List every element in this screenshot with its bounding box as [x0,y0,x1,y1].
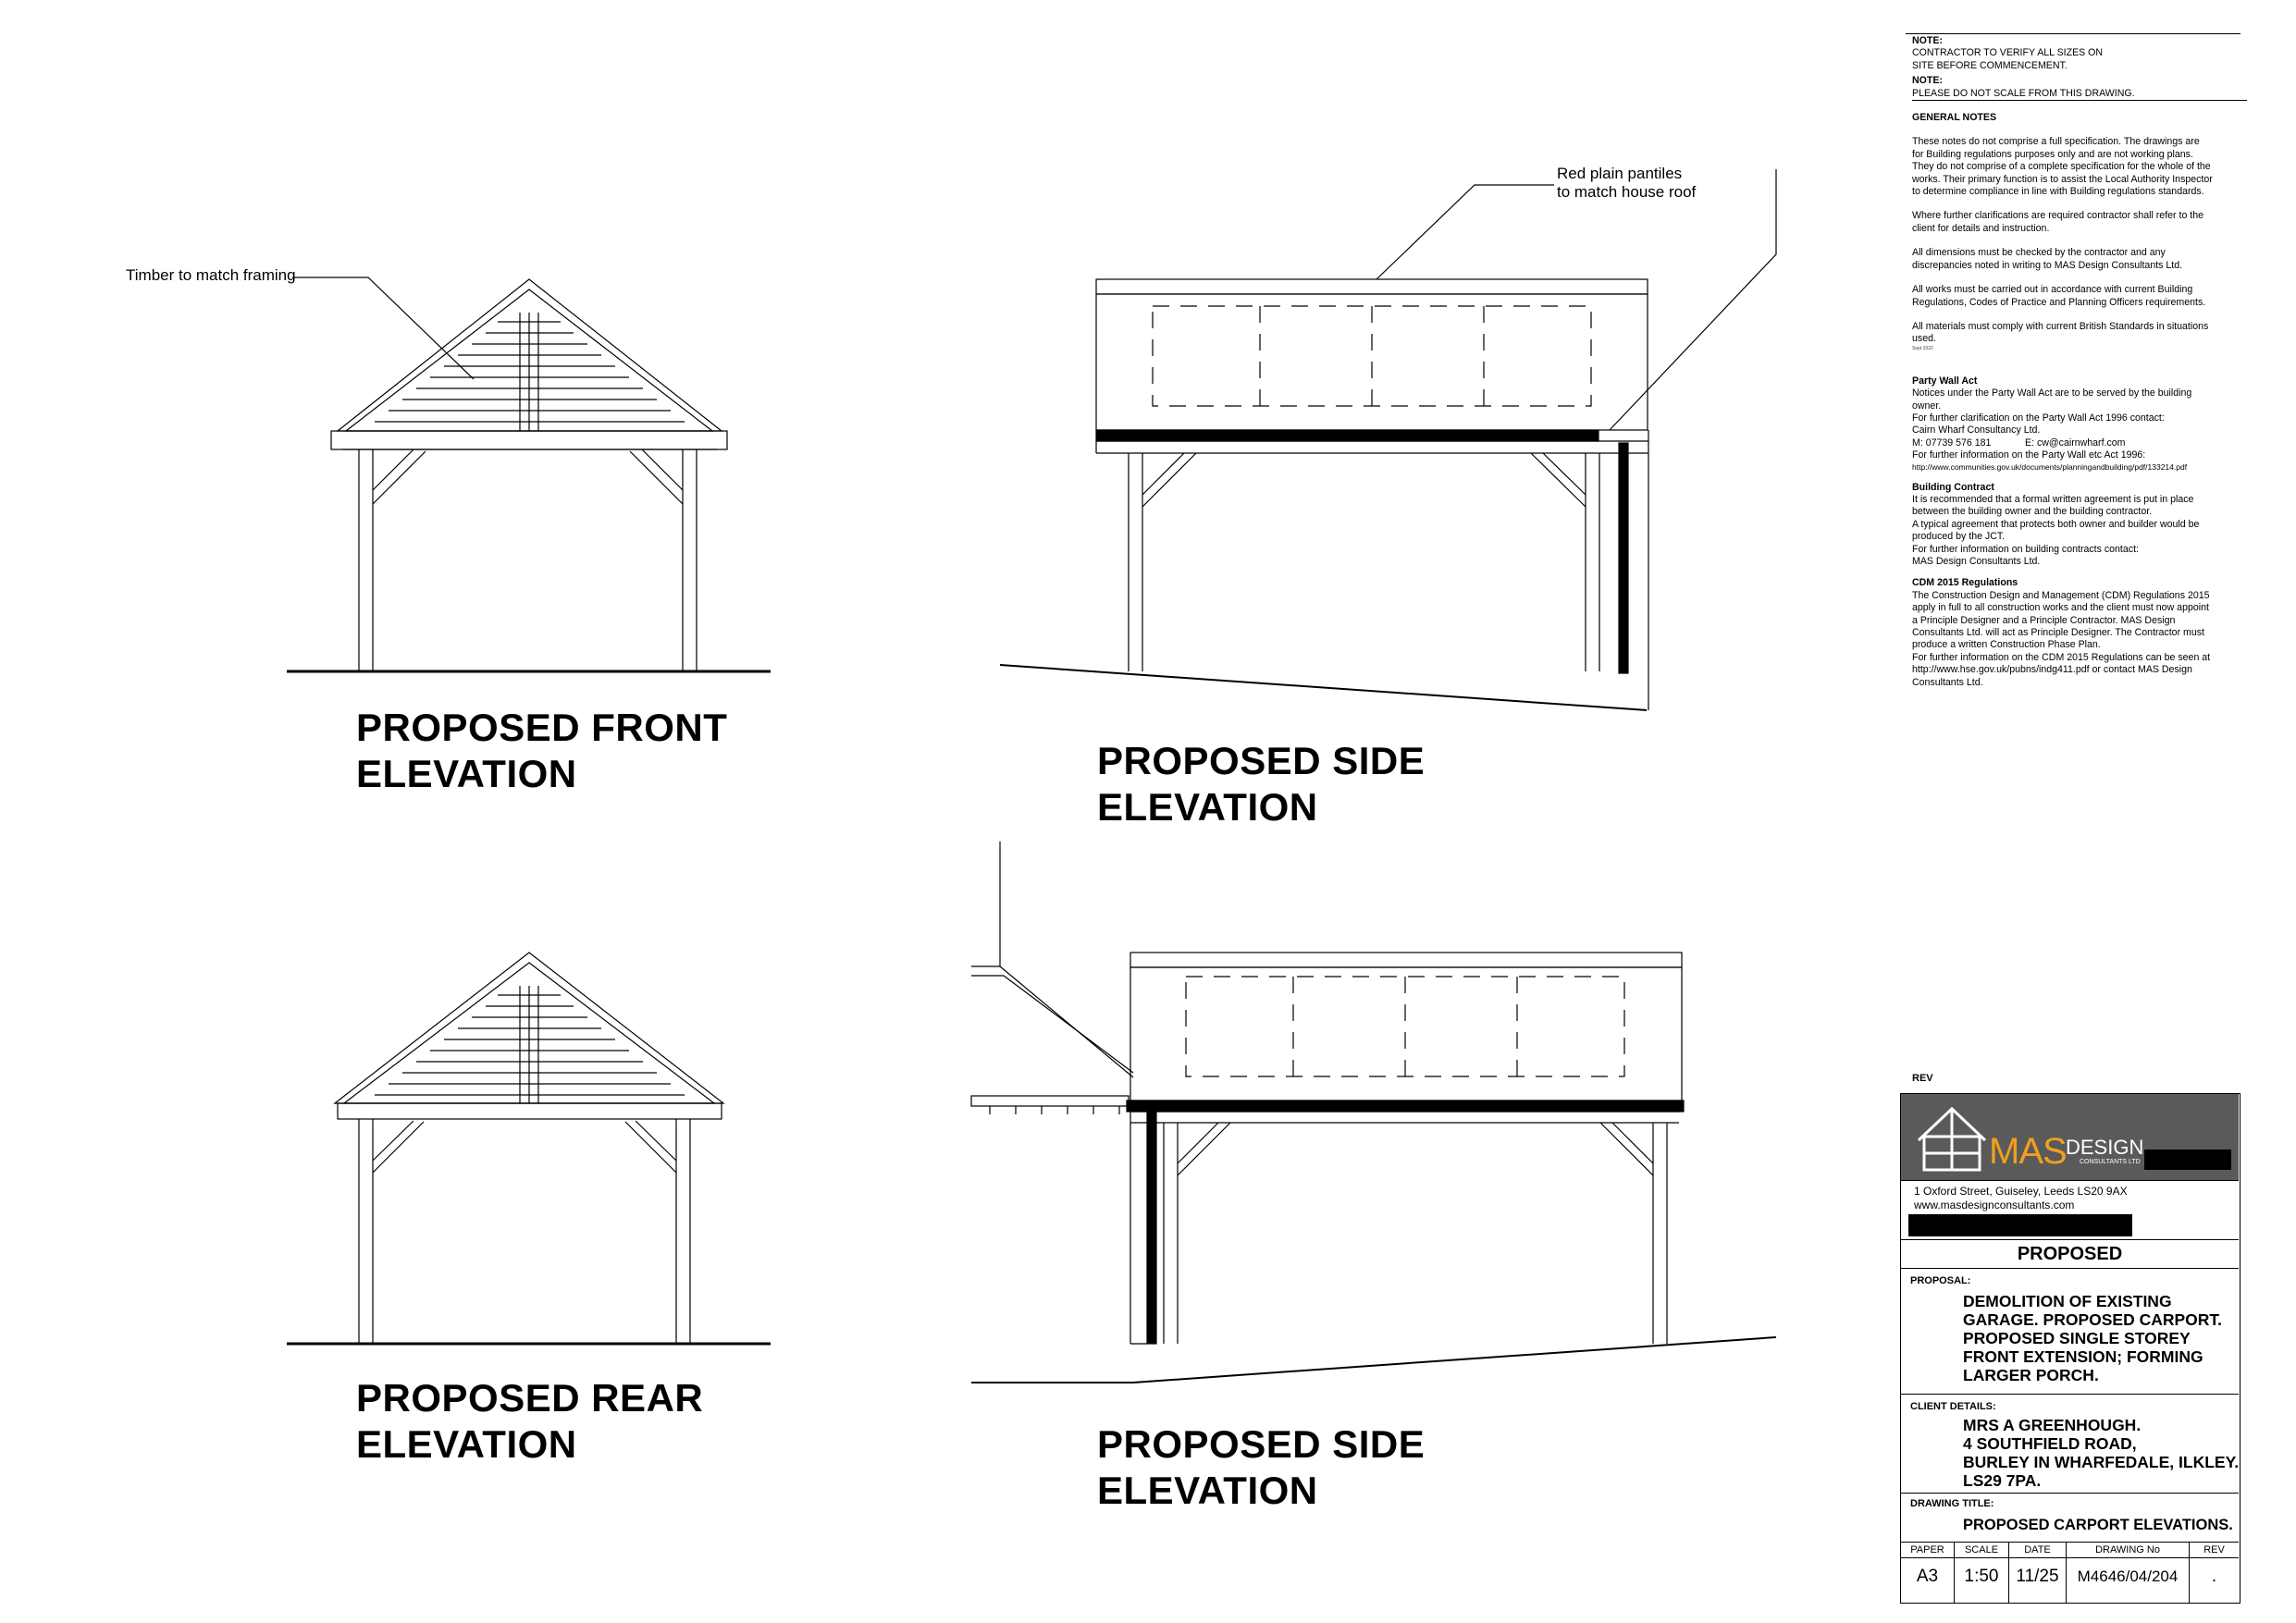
header-paper: PAPER [1901,1543,1954,1558]
client-line-2: 4 SOUTHFIELD ROAD, [1963,1434,2137,1453]
client-line-3: BURLEY IN WHARFEDALE, ILKLEY. [1963,1453,2240,1471]
cdm-line-7: http://www.hse.gov.uk/pubns/indg411.pdf or contact MAS Design [1912,664,2192,676]
general-p4 [1912,284,2254,309]
party-line-1: Notices under the Party Wall Act are to be served by the building [1912,387,2192,400]
general-p2 [1912,210,2254,235]
rear-title-line-1: PROPOSED REAR [356,1376,704,1420]
general-p5-l2: used. [1912,333,1936,345]
drawing-status: PROPOSED [2017,1244,2123,1264]
address-section [1901,1180,2239,1240]
value-rev: . [2211,1567,2217,1586]
note2-text: PLEASE DO NOT SCALE FROM THIS DRAWING. [1912,88,2247,101]
redaction-box-1 [2144,1150,2231,1170]
annotation-roof [1557,165,1696,202]
contract-line-6: MAS Design Consultants Ltd. [1912,556,2041,567]
cdm-line-1: The Construction Design and Management (CDM) Regulations 2015 [1912,589,2210,601]
contract-line-2: between the building owner and the building contractor. [1912,506,2153,518]
side-elevation-title-2 [1097,1421,1425,1514]
drawing-info-table [1901,1542,2239,1604]
general-p4-l2: Regulations, Codes of Practice and Planning Officers requirements. [1912,296,2206,308]
front-elevation-drawing [287,277,771,671]
title-block [1900,1093,2240,1604]
client-label: CLIENT DETAILS: [1910,1401,1996,1412]
col-rev [2190,1543,2239,1604]
drawing-title-label: DRAWING TITLE: [1910,1498,1994,1509]
logo-sub: CONSULTANTS LTD [2080,1159,2141,1165]
note1-line-1: CONTRACTOR TO VERIFY ALL SIZES ON [1912,47,2104,59]
front-title-line-2: ELEVATION [356,752,577,795]
company-logo [1901,1094,2239,1180]
party-wall-title: Party Wall Act [1912,375,1978,387]
general-p1-l2: for Building regulations purposes only and are not working plans. [1912,148,2193,160]
client-line-1: MRS A GREENHOUGH. [1963,1416,2142,1434]
contract-line-1: It is recommended that a formal written agreement is put in place [1912,493,2194,505]
client-section [1901,1394,2239,1494]
front-elevation-title [356,705,727,797]
party-line-4: Cairn Wharf Consultancy Ltd. [1912,424,2041,436]
cdm-line-8: Consultants Ltd. [1912,676,1983,688]
drawing-title: PROPOSED CARPORT ELEVATIONS. [1963,1517,2233,1533]
logo-design: DESIGN [2066,1136,2144,1159]
general-p5 [1912,321,2254,346]
rear-title-line-2: ELEVATION [356,1422,577,1466]
side-elevation-title-1 [1097,738,1425,830]
proposal-label: PROPOSAL: [1910,1275,1971,1286]
party-phone: M: 07739 576 181 [1912,436,1992,449]
proposal-line-5: LARGER PORCH. [1963,1366,2099,1384]
side1-title-line-1: PROPOSED SIDE [1097,739,1426,782]
note2-title: NOTE: [1912,75,1943,87]
status-section [1901,1239,2239,1269]
contract-line-4: produced by the JCT. [1912,531,2006,543]
cdm-line-4: Consultants Ltd. will act as Principle Designer. The Contractor must [1912,627,2204,639]
cdm-line-2: apply in full to all construction works and the client must now appoint [1912,602,2209,614]
value-date: 11/25 [2016,1567,2059,1586]
house-logo-icon [1915,1103,1989,1173]
party-line-2: owner. [1912,400,1942,412]
side2-title-line-1: PROPOSED SIDE [1097,1422,1426,1466]
general-p4-l1: All works must be carried out in accordance with current Building [1912,284,2193,296]
client-line-4: LS29 7PA. [1963,1471,2042,1490]
value-drawing-no: M4646/04/204 [2077,1568,2179,1585]
rear-elevation-drawing [287,953,771,1344]
header-rev: REV [2190,1543,2239,1558]
col-paper [1901,1543,1955,1604]
party-contact-row [1912,437,2254,449]
note1-line-2: SITE BEFORE COMMENCEMENT. [1912,59,2068,71]
annotation-timber: Timber to match framing [126,266,296,284]
notes-top-rule [1906,33,2240,34]
side-elevation-1-drawing [1000,169,1776,710]
redaction-box-2 [1908,1214,2132,1236]
header-drawing-no: DRAWING No [2067,1543,2189,1558]
contract-line-5: For further information on building contracts contact: [1912,543,2139,555]
annotation-roof-line-1: Red plain pantiles [1557,165,1683,182]
general-p2-l2: client for details and instruction. [1912,222,2050,234]
front-title-line-1: PROPOSED FRONT [356,706,728,749]
proposal-line-4: FRONT EXTENSION; FORMING [1963,1347,2203,1366]
general-p1-l1: These notes do not comprise a full specification. The drawings are [1912,136,2200,148]
cdm-line-6: For further information on the CDM 2015 Regulations can be seen at [1912,651,2211,663]
logo-mas: MAS [1989,1131,2067,1172]
general-p5-l1: All materials must comply with current British Standards in situations [1912,320,2209,332]
rear-elevation-title [356,1375,703,1468]
proposal-line-3: PROPOSED SINGLE STOREY [1963,1329,2191,1347]
col-date [2009,1543,2067,1604]
col-drawing-no [2067,1543,2190,1604]
annotation-roof-line-2: to match house roof [1557,183,1697,201]
note1-title: NOTE: [1912,35,1943,46]
cdm-line-5: produce a written Construction Phase Plan. [1912,639,2101,651]
party-line-3: For further clarification on the Party Wall Act 1996 contact: [1912,412,2165,424]
side-elevation-2-drawing [971,842,1776,1383]
general-p1-l5: to determine compliance in line with Building regulations standards. [1912,186,2204,198]
cdm-line-3: a Principle Designer and a Principle Contractor. MAS Design [1912,614,2176,626]
header-date: DATE [2009,1543,2066,1558]
side2-title-line-2: ELEVATION [1097,1469,1318,1512]
value-paper: A3 [1916,1567,1939,1586]
general-p1-l3: They do not comprise of a complete specification for the whole of the [1912,161,2211,173]
building-contract-title: Building Contract [1912,481,1994,493]
header-scale: SCALE [1955,1543,2008,1558]
party-email: E: cw@cairnwharf.com [2025,436,2126,449]
proposal-section [1901,1268,2239,1395]
general-small-date: Sept 2022 [1912,345,1933,351]
general-p1-l4: works. Their primary function is to assist the Local Authority Inspector [1912,173,2213,185]
general-p3-l1: All dimensions must be checked by the contractor and any [1912,247,2166,259]
general-p2-l1: Where further clarifications are required contractor shall refer to the [1912,210,2204,222]
general-p1 [1912,136,2254,198]
party-url[interactable]: http://www.communities.gov.uk/documents/planningandbuilding/pdf/133214.pdf [1912,461,2188,472]
proposal-line-2: GARAGE. PROPOSED CARPORT. [1963,1310,2223,1329]
proposal-line-1: DEMOLITION OF EXISTING [1963,1292,2172,1310]
general-p3-l2: discrepancies noted in writing to MAS Design Consultants Ltd. [1912,259,2183,271]
value-scale: 1:50 [1964,1567,1999,1586]
general-notes-title: GENERAL NOTES [1912,112,1997,124]
drawing-title-section [1901,1493,2239,1543]
col-scale [1955,1543,2009,1604]
cdm-title: CDM 2015 Regulations [1912,577,2018,589]
notes-panel [1912,35,2254,689]
side1-title-line-2: ELEVATION [1097,785,1318,829]
general-p3 [1912,247,2254,272]
company-address: 1 Oxford Street, Guiseley, Leeds LS20 9AX [1914,1185,2128,1198]
rev-label: REV [1912,1073,1933,1084]
party-more: For further information on the Party Wall etc Act 1996: [1912,449,2146,461]
company-website[interactable]: www.masdesignconsultants.com [1914,1199,2075,1211]
contract-line-3: A typical agreement that protects both owner and builder would be [1912,518,2200,530]
